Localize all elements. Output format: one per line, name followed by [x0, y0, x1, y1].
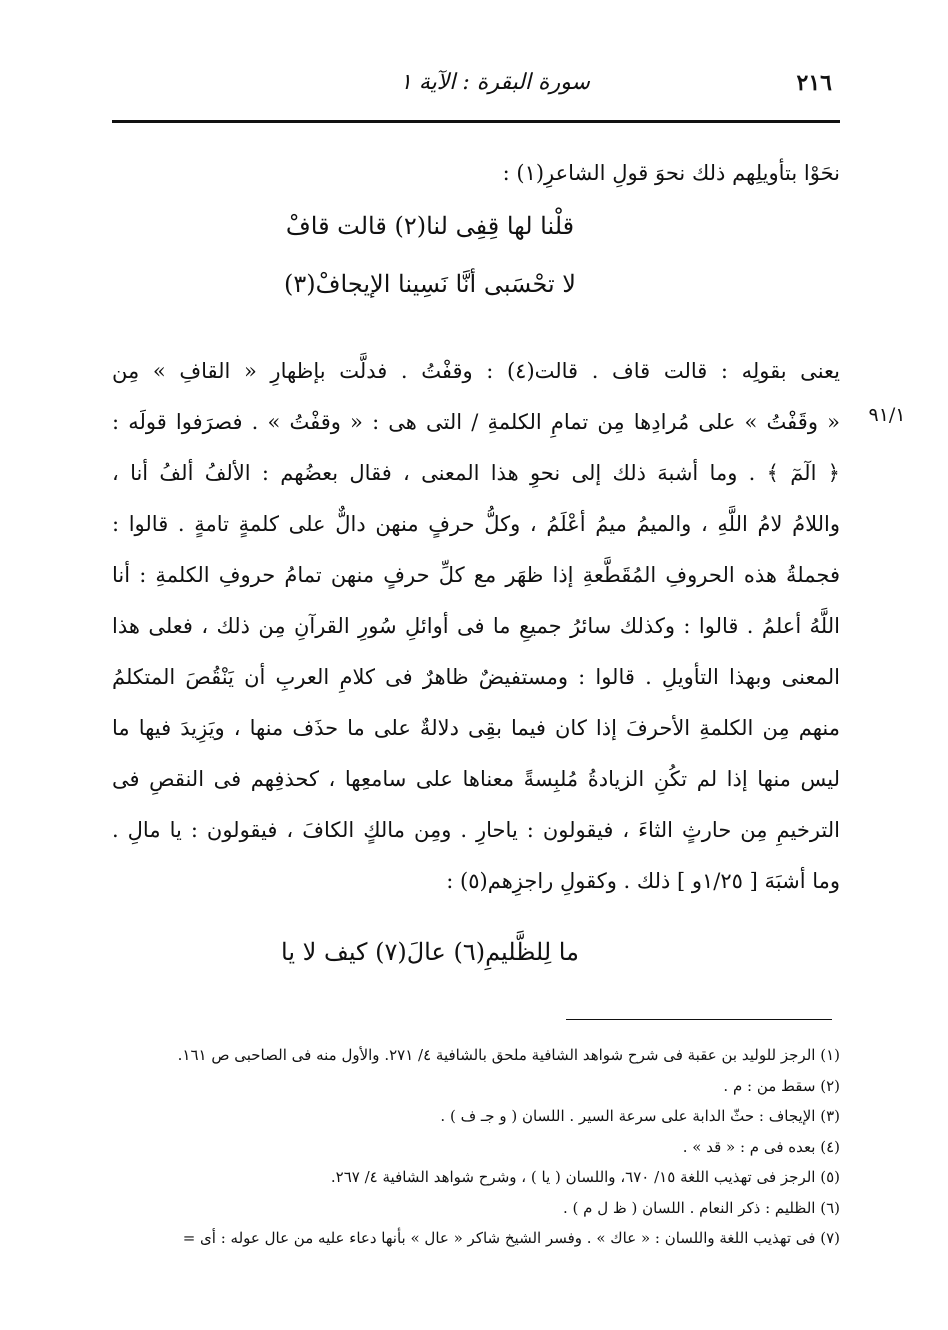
footnote: (١) الرجز للوليد بن عقبة فى شرح شواهد الشافية ملحق بالشافية ٤/ ٢٧١. والأول منه فى الصاحبى ص ١٦١. [177, 1046, 840, 1064]
footnote: (٥) الرجز فى تهذيب اللغة ١٥/ ٦٧٠، واللسان ( يا ) ، وشرح شواهد الشافية ٤/ ٢٦٧. [330, 1168, 840, 1186]
footnote: (٤) بعده فى م : « قد » . [682, 1137, 840, 1156]
main-paragraph [112, 346, 840, 907]
paragraph-line: وما أشبَهَ [ ١/٢٥و ] ذلك . وكقولِ راجزِهم(٥) : [446, 869, 840, 893]
paragraph-line: اللَّهُ أعلمُ . قالوا : وكذلك سائرُ جميعِ ما فى أوائلِ سُورِ القرآنِ مِن ذلك ، فعلى هذا [112, 614, 840, 638]
paragraph-line: « وقَفْتُ » على مُرادِها مِن تمامِ الكلمةِ / التى هى : « وقفْتُ » . فصرَفوا قولَه : [112, 410, 840, 434]
paragraph-line: واللامُ لامُ اللَّهِ ، والميمُ ميمُ أعْلَمُ ، وكلُّ حرفٍ منهن دالٌّ على كلمةٍ تامةٍ . قالوا : [112, 512, 840, 536]
running-title: سورة البقرة : الآية ١ [400, 70, 590, 95]
footnote-rule [566, 1019, 832, 1020]
paragraph-line: فجملةُ هذه الحروفِ المُقَطَّعةِ إذا ظهَر مع كلِّ حرفٍ منهن تمامُ حروفِ الكلمةِ : أنا [112, 563, 840, 587]
paragraph-line: منهم مِن الكلمةِ الأحرفَ إذا كان فيما بقِى دلالةٌ على ما حذَف منها ، ويَزِيدَ فيها ما [112, 716, 840, 740]
margin-reference: ٩١/١ [868, 404, 906, 426]
intro-line: نحَوْا بتأويلِهم ذلك نحوَ قولِ الشاعرِ(١) : [502, 161, 840, 185]
paragraph-line: الترخيمِ مِن حارثٍ الثاءَ ، فيقولون : ياحارِ . ومِن مالكٍ الكافَ ، فيقولون : يا مالِ . [112, 818, 840, 842]
paragraph-line: المعنى وبهذا التأويلِ . قالوا : ومستفيضٌ ظاهرٌ فى كلامِ العربِ أن يَنْقُصَ المتكلمُ [112, 665, 840, 689]
paragraph-line: ﴿ الٓمٓ ﴾ . وما أشبهَ ذلك إلى نحوِ هذا المعنى ، فقال بعضُهم : الألفُ ألفُ أنا ، [112, 461, 840, 485]
footnote: (٣) الإيجاف : حثّ الدابة على سرعة السير . اللسان ( و جـ ف ) . [440, 1107, 840, 1125]
footnotes [112, 1040, 840, 1254]
intro-block [112, 148, 840, 199]
verse-line-2: لا تحْسَبى أنَّا نَسِينا الإيجافْ(٣) [284, 270, 576, 298]
footnote: (٦) الظليم : ذكر النعام . اللسان ( ظ ل م ) . [563, 1198, 840, 1217]
verse-line-3: ما لِلظَّليمِ(٦) عالَ(٧) كيف لا يا [281, 938, 579, 966]
verse-line-1: قلْنا لها قِفِى لنا(٢) قالت قافْ [285, 212, 575, 240]
paragraph-line: يعنى بقولِه : قالت قاف . قالت(٤) : وقفْتُ . فدلَّت بإظهارِ « القافِ » مِن [112, 359, 841, 383]
footnote: (٧) فى تهذيب اللغة واللسان : « عاك » . وفسر الشيخ شاكر « عال » بأنها دعاء عليه من عال عوله : أى = [182, 1229, 840, 1247]
page-number: ٢١٦ [796, 70, 832, 96]
paragraph-line: ليس منها إذا لم تكُنِ الزيادةُ مُلبِسةً معناها على سامعِها ، كحذفِهم فى النقصِ فى [112, 767, 840, 791]
footnote: (٢) سقط من : م . [723, 1076, 840, 1095]
page-header [112, 66, 840, 106]
header-rule [112, 120, 840, 123]
